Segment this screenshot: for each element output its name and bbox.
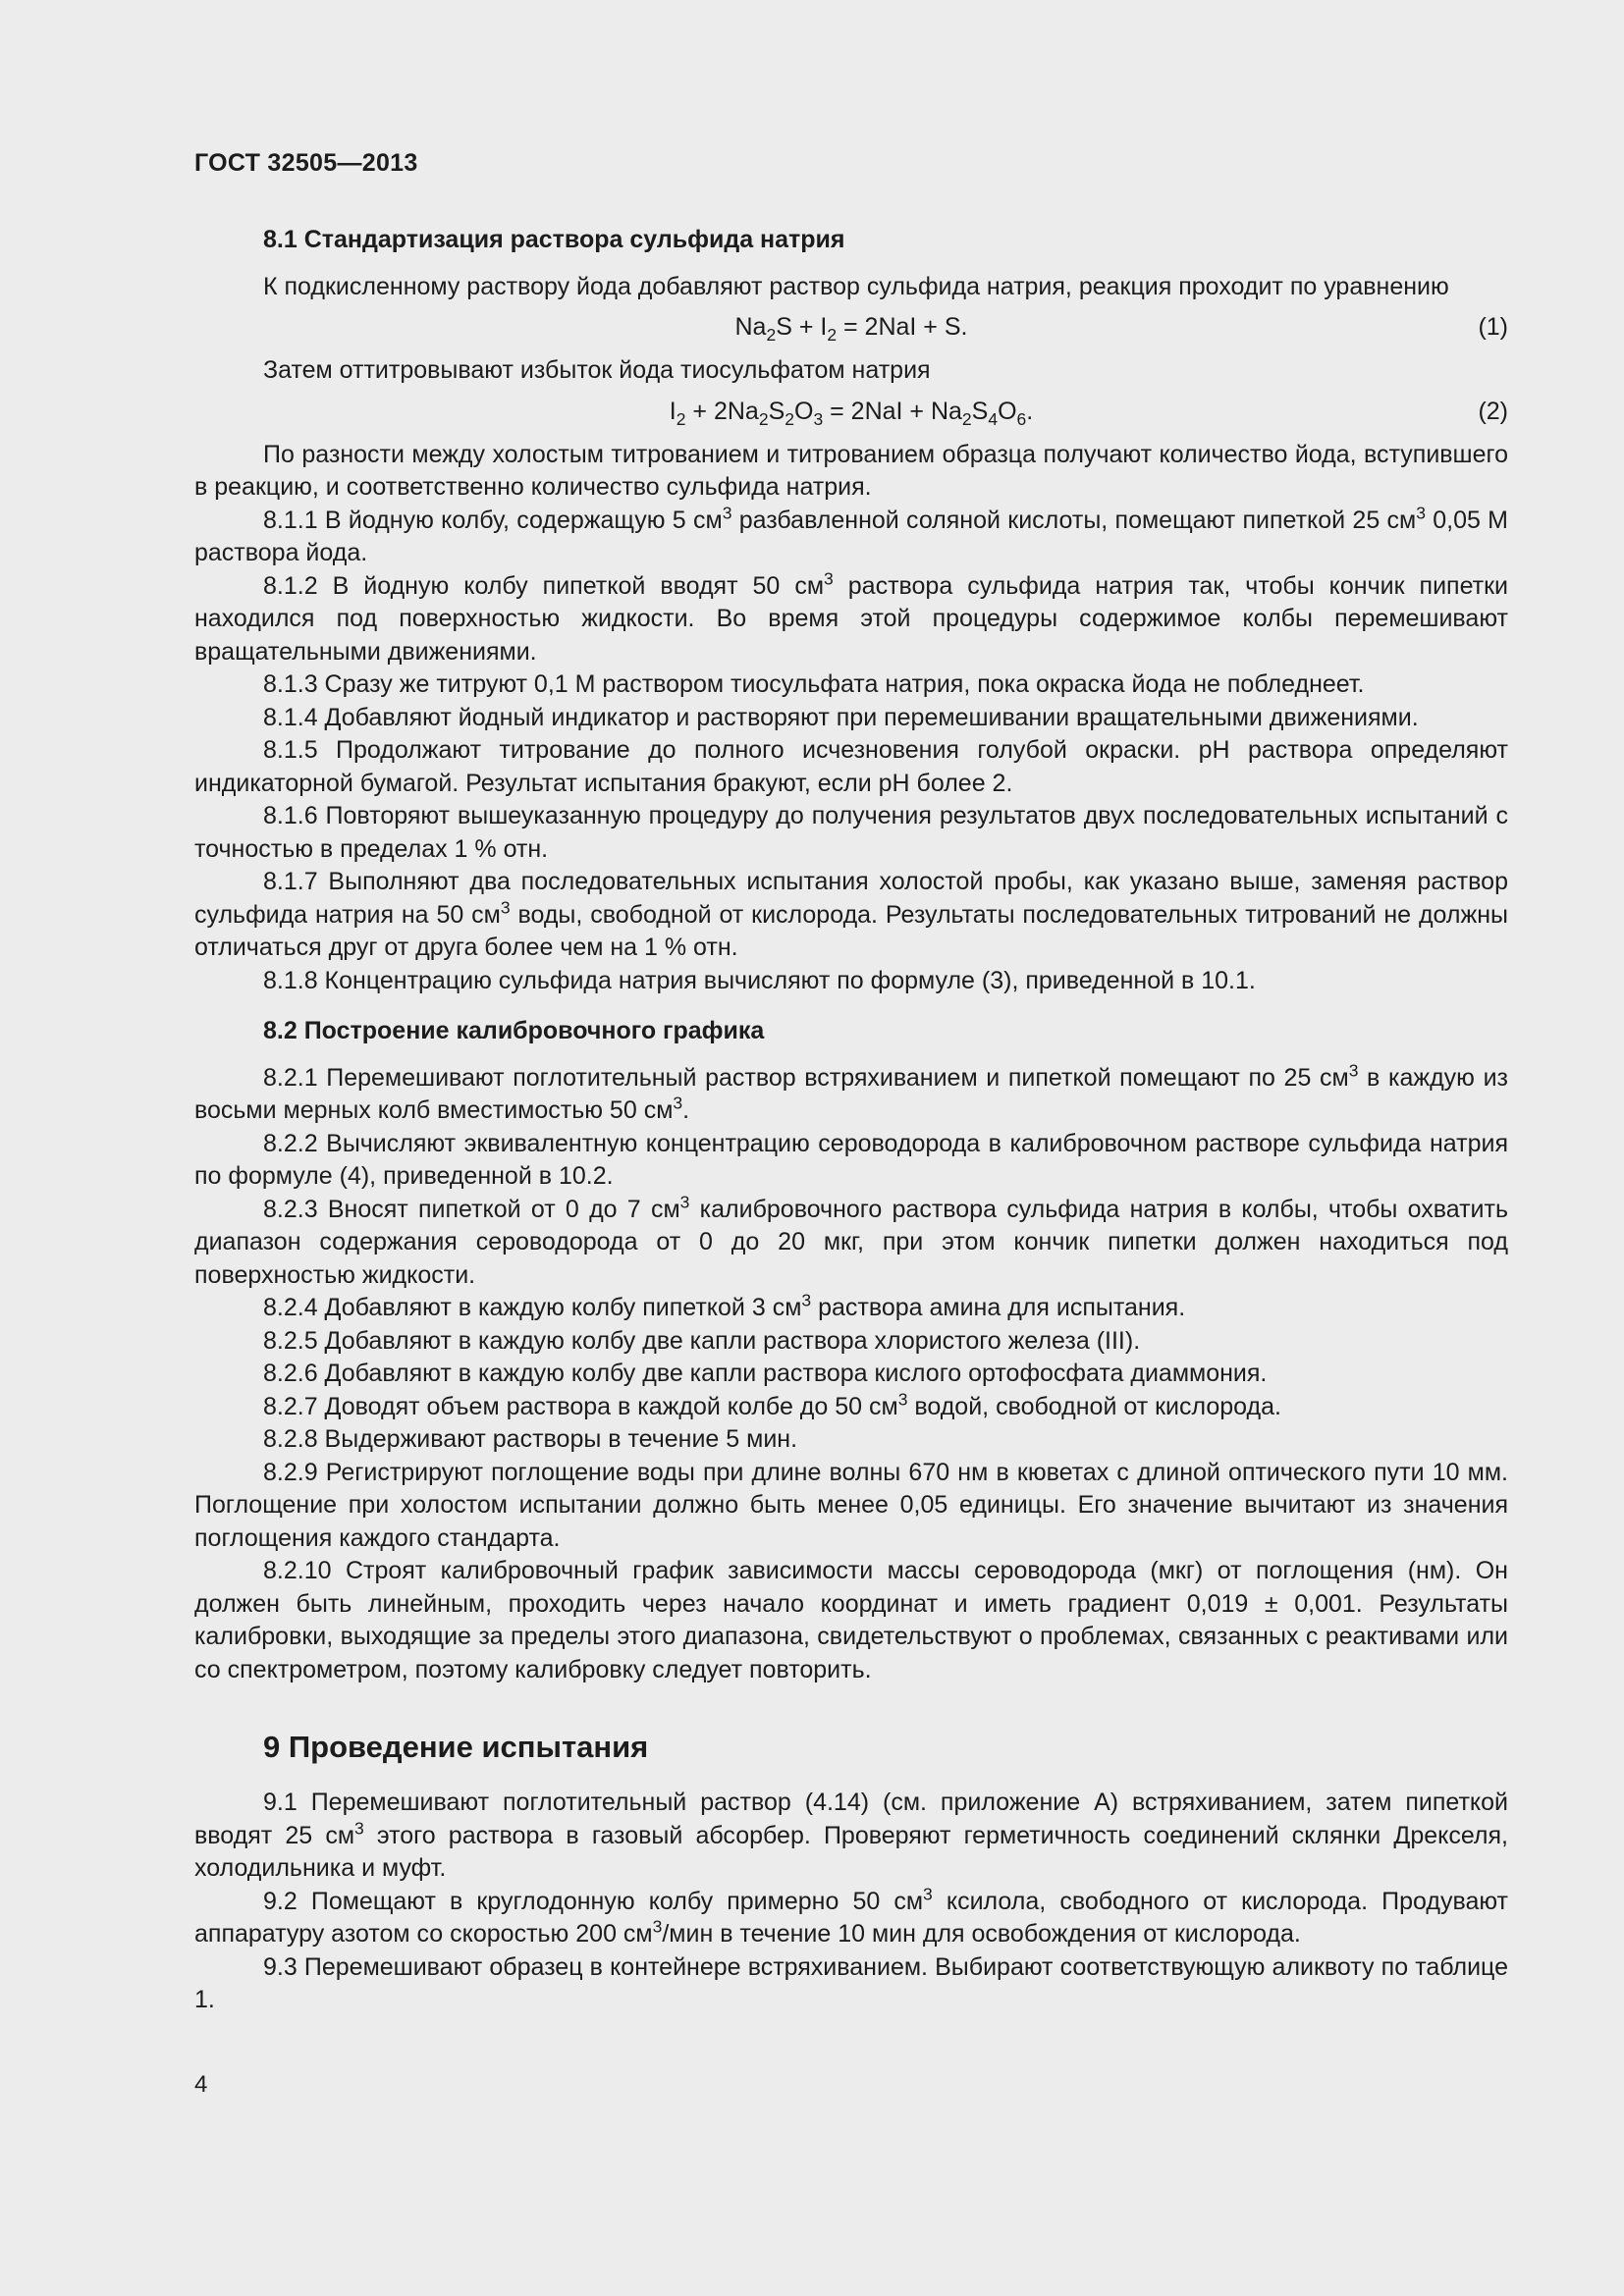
document-header: ГОСТ 32505—2013: [194, 149, 418, 177]
paragraph-9-1: 9.1 Перемешивают поглотительный раствор (4.14) (см. приложение А) встряхиванием, затем пипеткой вводят 25 $см^3$ этого раствора в газовый абсорбер. Проверяют герметичность соединений склянки Дрекселя, холодильника и муфт.: [194, 1789, 1508, 1882]
paragraph-8-1-5: 8.1.5 Продолжают титрование до полного исчезновения голубой окраски. pH раствора определяют индикаторной бумагой. Результат испытания бракуют, если pH более 2.: [194, 736, 1508, 797]
paragraph-8-2-2: 8.2.2 Вычисляют эквивалентную концентрацию сероводорода в калибровочном растворе сульфида натрия по формуле (4), приведенной в 10.2.: [194, 1129, 1508, 1190]
paragraph-9-3: 9.3 Перемешивают образец в контейнере встряхиванием. Выбирают соответствующую аликвоту по таблице 1.: [194, 1952, 1508, 2013]
paragraph-8-1-3: 8.1.3 Сразу же титруют 0,1 М раствором тиосульфата натрия, пока окраска йода не побледнеет.: [263, 670, 1365, 698]
paragraph-8-1-then: Затем оттитровывают избыток йода тиосульфатом натрия: [263, 356, 931, 384]
equation-2: [194, 390, 1508, 433]
paragraph-8-2-3: 8.2.3 Вносят пипеткой от 0 до 7 $см^3$ калибровочного раствора сульфида натрия в колбы, чтобы охватить диапазон содержания сероводорода от 0 до 20 мкг, при этом кончик пипетки должен находиться под поверхностью жидкости.: [194, 1192, 1509, 1289]
paragraph-9-2: 9.2 Помещают в круглодонную колбу примерно 50 $см^3$ ксилола, свободного от кислорода. Продувают аппаратуру азотом со скоростью 200 $см^3$/мин в течение 10 мин для освобождения от кислорода.: [194, 1884, 1508, 1948]
paragraph-8-2-4: 8.2.4 Добавляют в каждую колбу пипеткой 3 $см^3$ раствора амина для испытания.: [263, 1290, 1186, 1321]
paragraph-8-2-8: 8.2.8 Выдерживают растворы в течение 5 мин.: [263, 1425, 798, 1453]
document-body: [194, 224, 1508, 2017]
paragraph-8-1-8: 8.1.8 Концентрацию сульфида натрия вычисляют по формуле (3), приведенной в 10.1.: [263, 966, 1256, 994]
equation-1-number: (1): [1478, 313, 1508, 341]
paragraph-8-1-7: 8.1.7 Выполняют два последовательных испытания холостой пробы, как указано выше, заменяя раствор сульфида натрия на 50 $см^3$ воды, свободной от кислорода. Результаты последовательных титрований не должны отличаться друг от друга более чем на 1 % отн.: [194, 868, 1509, 961]
paragraph-8-2-10: 8.2.10 Строят калибровочный график зависимости массы сероводорода (мкг) от поглощения (нм). Он должен быть линейным, проходить через начало координат и иметь градиент 0,019 ± 0,001. Результаты калибровки, выходящие за пределы этого диапазона, свидетельствуют о проблемах, связанных с реактивами или со спектрометром, поэтому калибровку следует повторить.: [194, 1557, 1508, 1683]
paragraph-8-1-6: 8.1.6 Повторяют вышеуказанную процедуру до получения результатов двух последовательных испытаний с точностью в пределах 1 % отн.: [194, 802, 1508, 863]
paragraph-8-2-6: 8.2.6 Добавляют в каждую колбу две капли раствора кислого ортофосфата диаммония.: [263, 1360, 1268, 1387]
section-8-2-heading: 8.2 Построение калибровочного графика: [263, 1017, 765, 1044]
paragraph-8-2-5: 8.2.5 Добавляют в каждую колбу две капли раствора хлористого железа (III).: [263, 1326, 1141, 1355]
equation-2-formula: $I_2 + 2Na_2S_2O_3 = 2NaI + Na_2S_4O_6$.: [669, 397, 1034, 429]
paragraph-8-1-1: 8.1.1 В йодную колбу, содержащую 5 $см^3$ разбавленной соляной кислоты, помещают пипеткой 25 $см^3$ 0,05 М раствора йода.: [194, 503, 1508, 566]
section-8-1-heading: 8.1 Стандартизация раствора сульфида натрия: [263, 226, 845, 253]
page-number: 4: [194, 2071, 208, 2098]
section-9-heading: 9 Проведение испытания: [263, 1730, 649, 1764]
equation-1-formula: $Na_2S + I_2 = 2NaI + S$.: [734, 313, 968, 345]
paragraph-8-1-intro: К подкисленному раствору йода добавляют раствор сульфида натрия, реакция проходит по уравнению: [263, 272, 1449, 300]
paragraph-8-1-difference: По разности между холостым титрованием и титрованием образца получают количество йода, вступившего в реакцию, и соответственно количество сульфида натрия.: [194, 440, 1508, 501]
paragraph-8-1-2: 8.1.2 В йодную колбу пипеткой вводят 50 $см^3$ раствора сульфида натрия так, чтобы кончик пипетки находился под поверхностью жидкости. Во время этой процедуры содержимое колбы перемешивают вращательными движениями.: [194, 568, 1509, 666]
paragraph-8-1-4: 8.1.4 Добавляют йодный индикатор и растворяют при перемешивании вращательными движениями.: [263, 703, 1419, 731]
equation-1: [194, 305, 1508, 348]
equation-2-number: (2): [1478, 397, 1508, 425]
paragraph-8-2-9: 8.2.9 Регистрируют поглощение воды при длине волны 670 нм в кюветах с длиной оптического пути 10 мм. Поглощение при холостом испытании должно быть менее 0,05 единицы. Его значение вычитают из значения поглощения каждого стандарта.: [194, 1458, 1508, 1552]
paragraph-8-2-7: 8.2.7 Доводят объем раствора в каждой колбе до 50 $см^3$ водой, свободной от кислорода.: [263, 1389, 1281, 1420]
paragraph-8-2-1: 8.2.1 Перемешивают поглотительный раствор встряхиванием и пипеткой помещают по 25 $см^3$ в каждую из восьми мерных колб вместимостью 50 $см^3$.: [194, 1060, 1508, 1124]
